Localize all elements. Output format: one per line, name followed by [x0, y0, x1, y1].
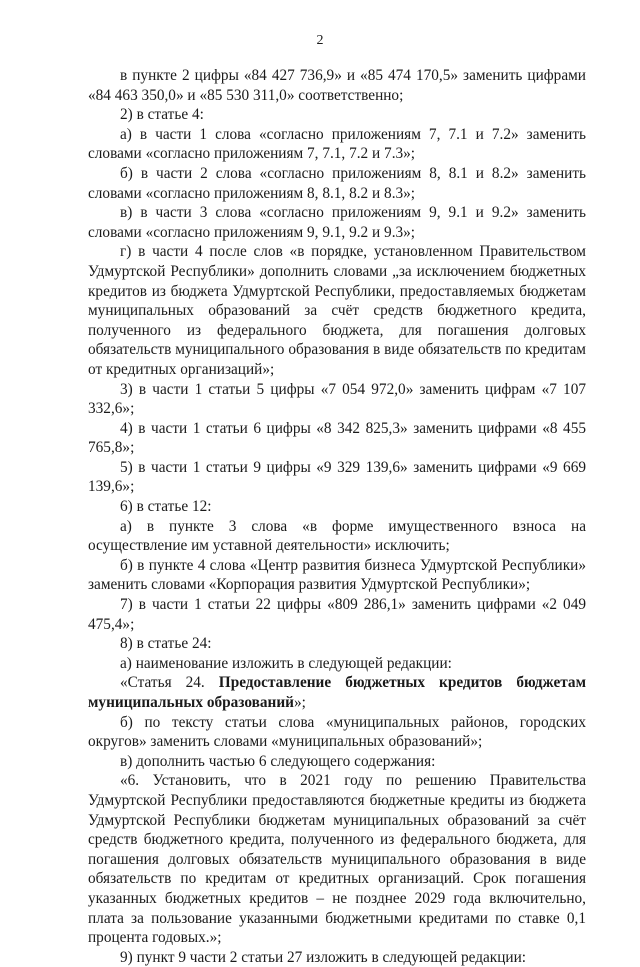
paragraph: в) в части 3 слова «согласно приложениям 9, 9.1 и 9.2» заменить словами «согласно приложениям 9, 9.1, 9.2 и 9.3»; — [88, 204, 586, 241]
article-heading-prefix: «Статья 24. — [120, 674, 219, 692]
paragraph: 7) в части 1 статьи 22 цифры «809 286,1» заменить цифрами «2 049 475,4»; — [88, 596, 586, 633]
paragraph: 9) пункт 9 части 2 статьи 27 изложить в следующей редакции: — [120, 948, 527, 966]
paragraph: 8) в статье 24: — [120, 635, 212, 653]
article-heading-title: Предоставление бюджетных кредитов бюджетам муниципальных образований — [88, 674, 586, 711]
page-number: 2 — [316, 33, 324, 48]
paragraph: 4) в части 1 статьи 6 цифры «8 342 825,3» заменить цифрами «8 455 765,8»; — [88, 419, 586, 457]
paragraph: 3) в части 1 статьи 5 цифры «7 054 972,0» заменить цифрам «7 107 332,6»; — [88, 380, 586, 418]
paragraph: в пункте 2 цифры «84 427 736,9» и «85 474 170,5» заменить цифрами «84 463 350,0» и «85 530 311,0» соответственно; — [88, 67, 586, 104]
document-body — [88, 66, 586, 967]
paragraph: а) наименование изложить в следующей редакции: — [120, 654, 452, 672]
paragraph: 5) в части 1 статьи 9 цифры «9 329 139,6» заменить цифрами «9 669 139,6»; — [88, 458, 586, 496]
paragraph: 2) в статье 4: — [120, 106, 204, 124]
paragraph: 6) в статье 12: — [120, 498, 212, 516]
paragraph: «6. Установить, что в 2021 году по решению Правительства Удмуртской Республики предоставляются бюджетные кредиты из бюджета Удмуртской Республики бюджетам муниципальных образований за счёт средств бюджетного кредита, полученного из федерального бюджета, для погашения долговых обязательств муниципального образования в виде обязательств по кредитам от кредитных организаций. Срок погашения указанных бюджетных кредитов – не позднее 2029 года включительно, плата за пользование указанными бюджетными кредитами по ставке 0,1 процента годовых.»; — [88, 772, 586, 947]
paragraph: б) в пункте 4 слова «Центр развития бизнеса Удмуртской Республики» заменить словами «Корпорация развития Удмуртской Республики»; — [88, 556, 586, 594]
paragraph: б) по тексту статьи слова «муниципальных районов, городских округов» заменить словами «муниципальных образований»; — [88, 713, 586, 751]
paragraph: а) в части 1 слова «согласно приложениям 7, 7.1 и 7.2» заменить словами «согласно приложениям 7, 7.1, 7.2 и 7.3»; — [88, 125, 586, 163]
paragraph: в) дополнить частью 6 следующего содержания: — [120, 752, 436, 770]
paragraph: а) в пункте 3 слова «в форме имущественного взноса на осуществление им уставной деятельности» исключить; — [88, 517, 586, 555]
article-heading — [88, 673, 586, 712]
paragraph: г) в части 4 после слов «в порядке, установленном Правительством Удмуртской Республики» дополнить словами „за исключением бюджетных кредитов из бюджета Удмуртской Республики, предоставляемых бюджетам муниципальных образований за счёт средств бюджетного кредита, полученного из федерального бюджета, для погашения долговых обязательств муниципального образования в виде обязательств по кредитам от кредитных организаций»; — [88, 243, 586, 378]
article-heading-suffix: »; — [293, 694, 306, 711]
paragraph: б) в части 2 слова «согласно приложениям 8, 8.1 и 8.2» заменить словами «согласно приложениям 8, 8.1, 8.2 и 8.3»; — [88, 164, 586, 202]
